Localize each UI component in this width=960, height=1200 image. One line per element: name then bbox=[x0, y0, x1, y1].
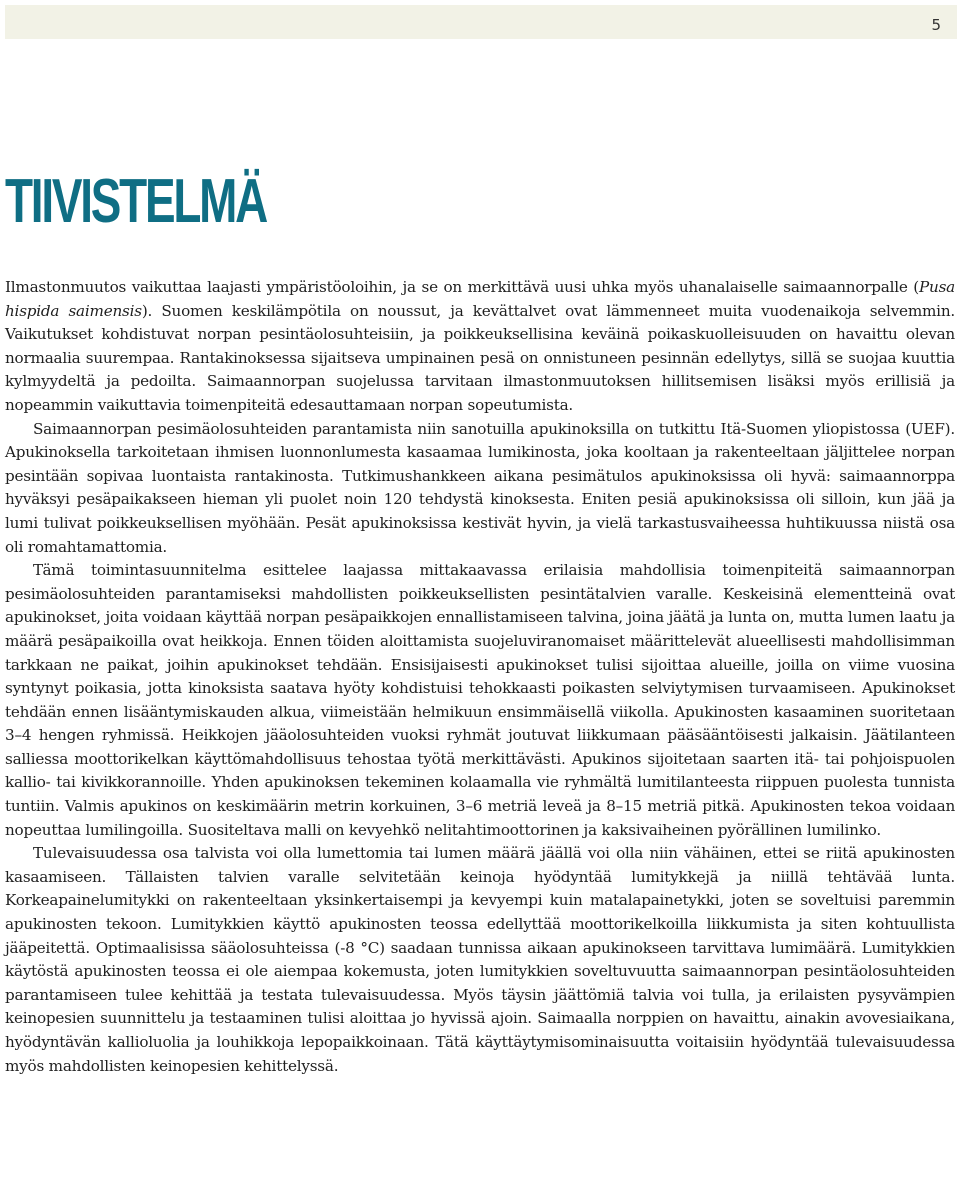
paragraph-1-text-a: Ilmastonmuutos vaikuttaa laajasti ympäristöoloihin, ja se on merkittävä uusi uhka myös uhanalaiselle saimaannorpalle ( bbox=[5, 278, 920, 296]
species-name-italic: Pusa hispida saimensis bbox=[5, 278, 955, 320]
page-title: TIIVISTELMÄ bbox=[5, 167, 267, 236]
page-number: 5 bbox=[931, 16, 941, 34]
paragraph-3: Tämä toimintasuunnitelma esittelee laajassa mittakaavassa erilaisia mahdollisia toimenpiteitä saimaannorpan pesimäolosuhteiden parantamiseksi mahdollisten poikkeuksellisten pesintätalvien varalle. Keskeisinä elementteinä ovat apukinokset, joita voidaan käyttää norpan pesäpaikkojen ennallistamiseen talvina, joina jäätä ja lunta on, mutta lumen laatu ja määrä pesäpaikoilla ovat heikkoja. Ennen töiden aloittamista suojeluviranomaiset määrittelevät alueellisesti mahdollisimman tarkkaan ne paikat, joihin apukinokset tehdään. Ensisijaisesti apukinokset tulisi sijoittaa alueille, joilla on viime vuosina syntynyt poikasia, jotta kinoksista saatava hyöty kohdistuisi tehokkaasti poikasten selviytymisen turvaamiseen. Apukinokset tehdään ennen lisääntymiskauden alkua, viimeistään helmikuun ensimmäisellä viikolla. Apukinosten kasaaminen suoritetaan 3–4 hengen ryhmissä. Heikkojen jääolosuhteiden vuoksi ryhmät joutuvat liikkumaan pääsääntöisesti jalkaisin. Jäätilanteen salliessa moottorikelkan käyttömahdollisuus tehostaa työtä merkittävästi. Apukinos sijoitetaan saarten itä- tai pohjoispuolen kallio- tai kivikkorannoille. Yhden apukinoksen tekeminen kolaamalla vie ryhmältä lumitilanteesta riippuen puolesta tunnista tuntiin. Valmis apukinos on keskimäärin metrin korkuinen, 3–6 metriä leveä ja 8–15 metriä pitkä. Apukinosten tekoa voidaan nopeuttaa lumilingoilla. Suositeltava malli on kevyehkö nelitahtimoottorinen ja kaksivaiheinen pyörällinen lumilinko. bbox=[5, 561, 955, 839]
paragraph-1-text-b: ). Suomen keskilämpötila on noussut, ja kevättalvet ovat lämmenneet muita vuodenaikoja selvemmin. Vaikutukset kohdistuvat norpan pesintäolosuhteisiin, ja poikkeuksellisina keväinä poikaskuolleisuuden on havaittu olevan normaalia suurempaa. Rantakinoksessa sijaitseva umpinainen pesä on onnistuneen pesinnän edellytys, sillä se suojaa kuuttia kylmyydeltä ja pedoilta. Saimaannorpan suojelussa tarvitaan ilmastonmuutoksen hillitsemisen lisäksi myös erillisiä ja nopeammin vaikuttavia toimenpiteitä edesauttamaan norpan sopeutumista. bbox=[5, 301, 955, 414]
page-header-bar bbox=[5, 5, 957, 39]
summary-body bbox=[5, 276, 955, 1078]
paragraph-4: Tulevaisuudessa osa talvista voi olla lumettomia tai lumen määrä jäällä voi olla niin vähäinen, ettei se riitä apukinosten kasaamiseen. Tällaisten talvien varalle selvitetään keinoja hyödyntää lumitykkejä ja niillä tehtävää lunta. Korkeapainelumitykki on rakenteeltaan yksinkertaisempi ja kevyempi kuin matalapainetykki, joten se soveltuisi paremmin apukinosten tekoon. Lumitykkien käyttö apukinosten teossa edellyttää moottorikelkoilla liikkumista ja siten kohtuullista jääpeitettä. Optimaalisissa sääolosuhteissa (-8 °C) saadaan tunnissa aikaan apukinokseen tarvittava lumimäärä. Lumitykkien käytöstä apukinosten teossa ei ole aiempaa kokemusta, joten lumitykkien soveltuvuutta saimaannorpan pesintäolosuhteiden parantamiseen tulee kehittää ja testata tulevaisuudessa. Myös täysin jäättömiä talvia voi tulla, ja erilaisten pysyvämpien keinopesien suunnittelu ja testaaminen tulisi aloittaa jo hyvissä ajoin. Saimaalla norppien on havaittu, ainakin avovesiaikana, hyödyntävän kallioluolia ja louhikkoja lepopaikkoinaan. Tätä käyttäytymisominaisuutta voitaisiin hyödyntää tulevaisuudessa myös mahdollisten keinopesien kehittelyssä. bbox=[5, 844, 955, 1075]
paragraph-2: Saimaannorpan pesimäolosuhteiden parantamista niin sanotuilla apukinoksilla on tutkittu Itä-Suomen yliopistossa (UEF). Apukinoksella tarkoitetaan ihmisen luonnonlumesta kasaamaa lumikinosta, joka kooltaan ja rakenteeltaan jäljittelee norpan pesintään sopivaa luontaista rantakinosta. Tutkimushankkeen aikana pesimätulos apukinoksissa oli hyvä: saimaannorppa hyväksyi pesäpaikakseen hieman yli puolet noin 120 tehdystä kinoksesta. Eniten pesiä apukinoksissa oli silloin, kun jää ja lumi tulivat poikkeuksellisen myöhään. Pesät apukinoksissa kestivät hyvin, ja vielä tarkastusvaiheessa huhtikuussa niistä osa oli romahtamattomia. bbox=[5, 419, 955, 556]
paragraph-1 bbox=[5, 276, 955, 418]
